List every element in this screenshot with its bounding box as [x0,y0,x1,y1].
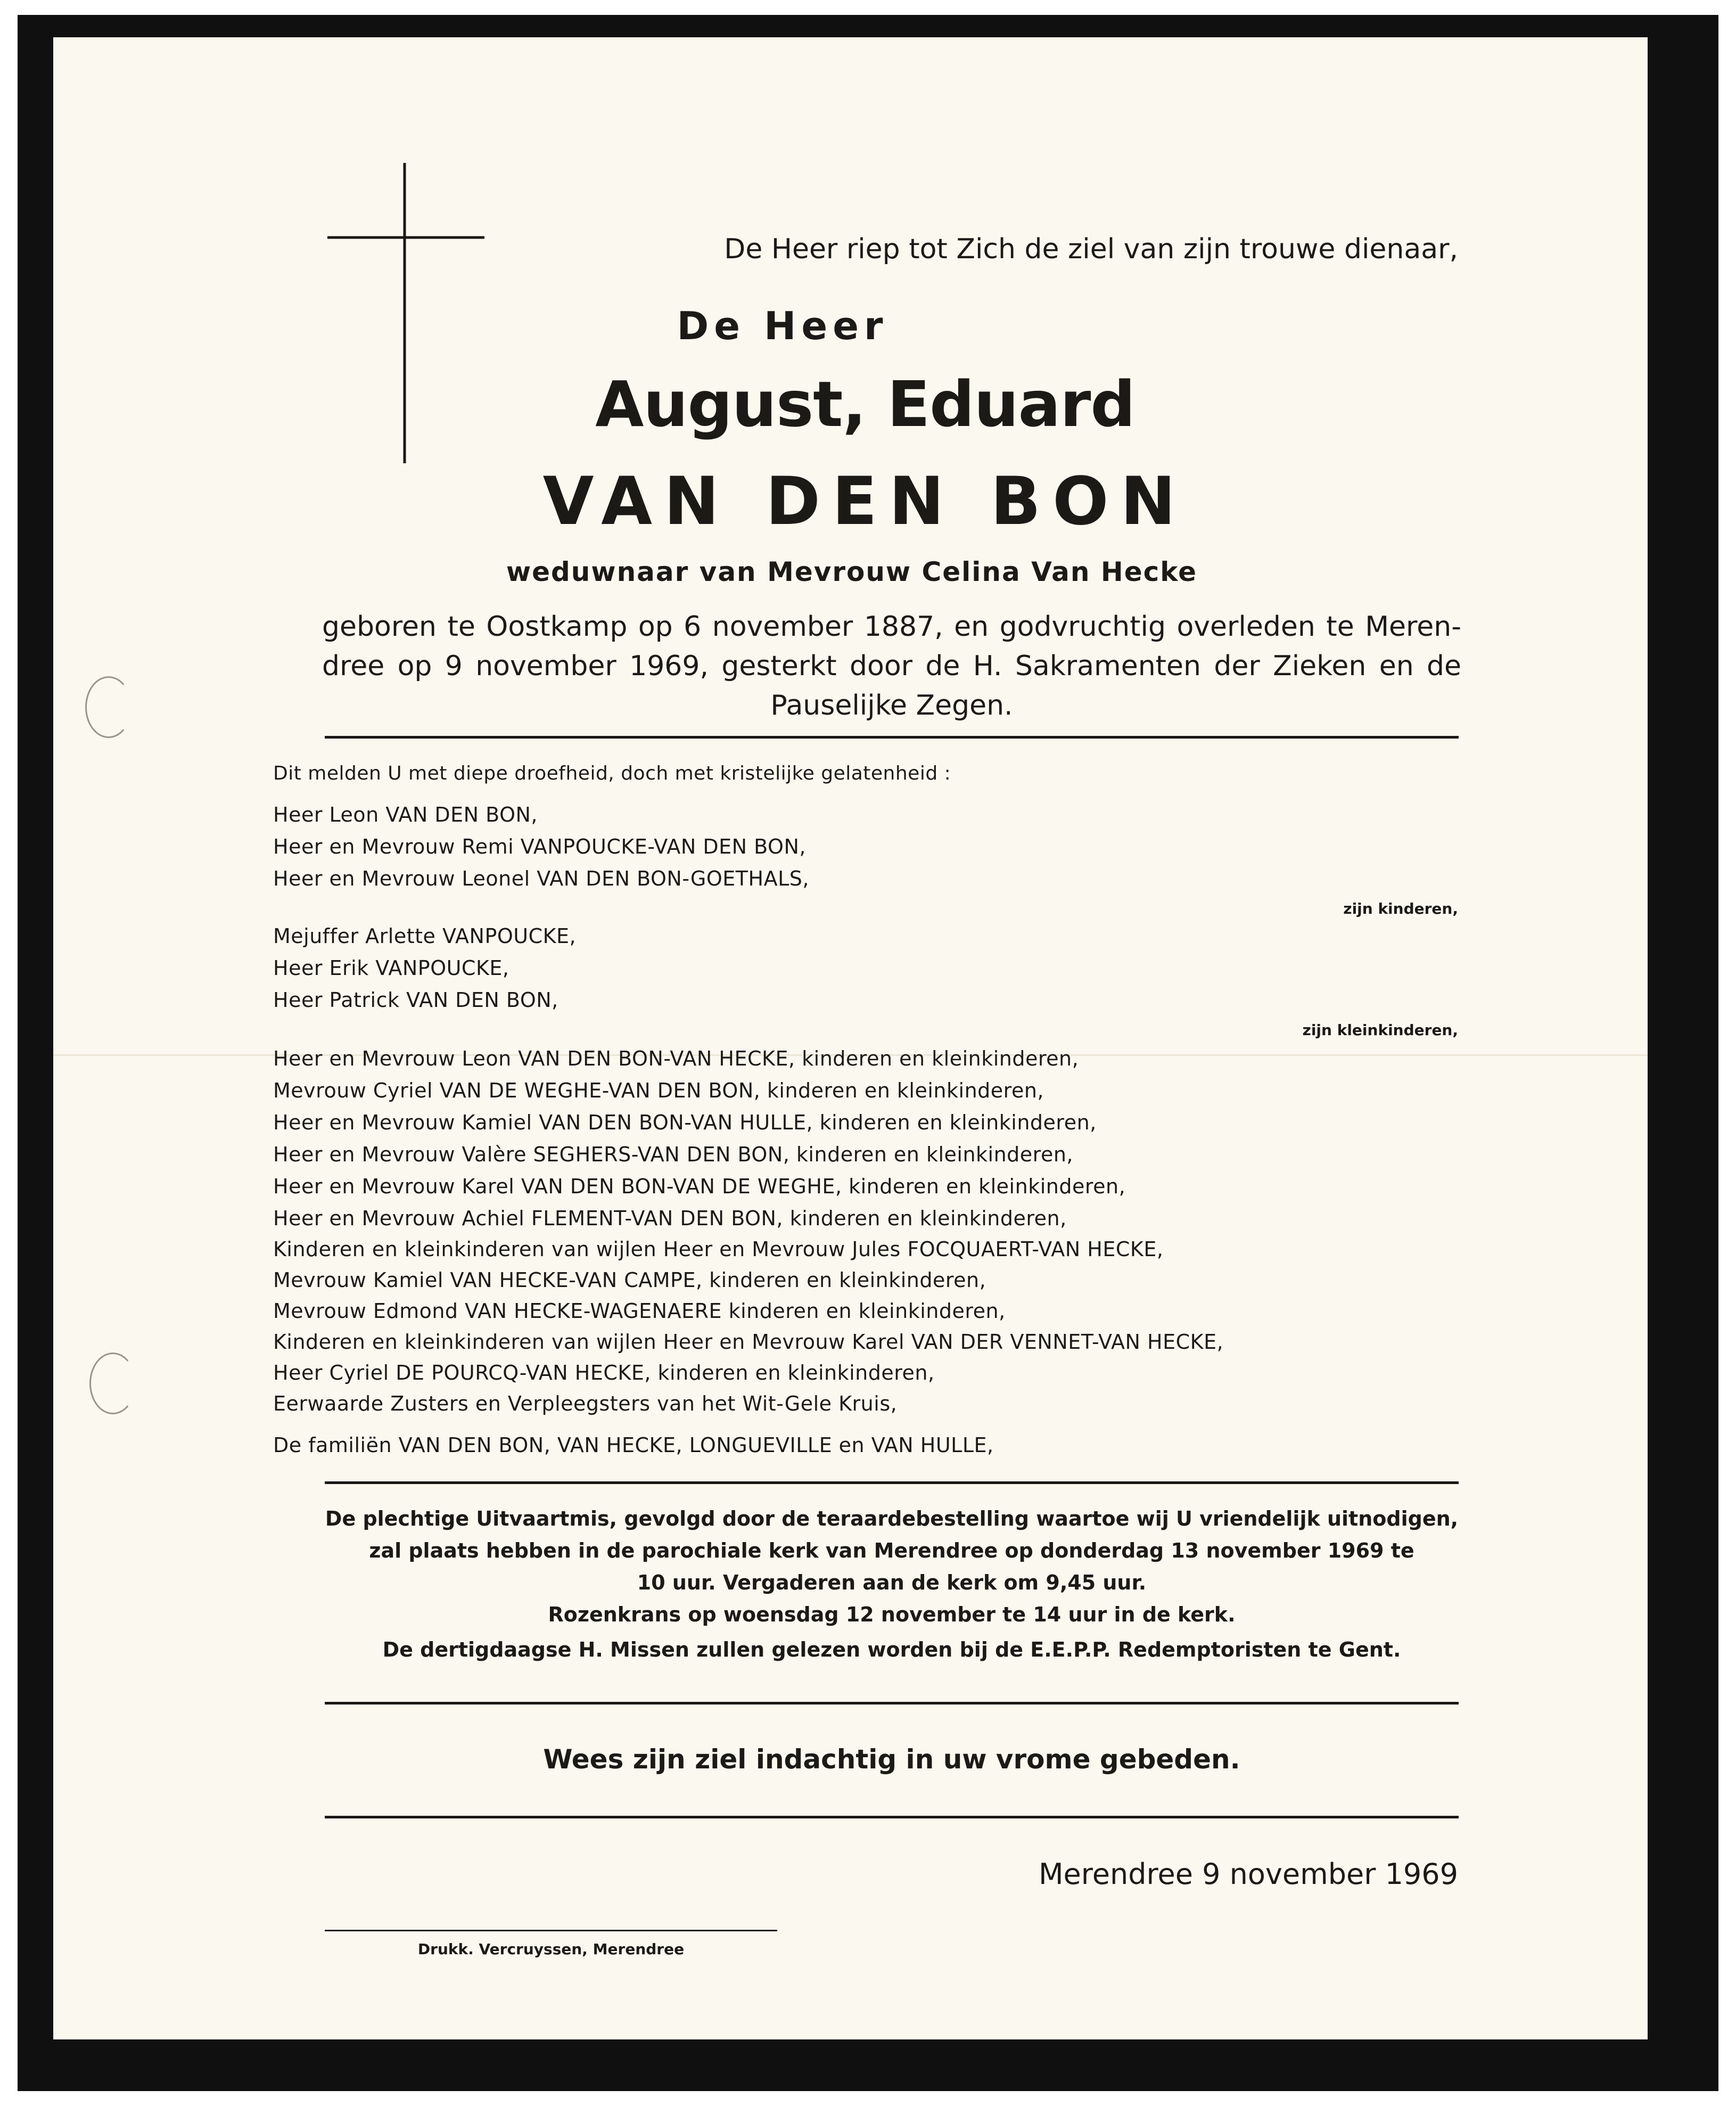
relative-3: Heer en Mevrouw Kamiel VAN DEN BON-VAN HULLE, kinderen en kleinkinderen, [273,1111,1097,1134]
honorific: De Heer [677,304,888,348]
relative-8: Mevrouw Kamiel VAN HECKE-VAN CAMPE, kinderen en kleinkinderen, [273,1268,986,1292]
funeral-line-1: De plechtige Uitvaartmis, gevolgd door de teraardebestelling waartoe wij U vriendelijk uitnodigen, [325,1507,1459,1530]
surname: VAN DEN BON [542,463,1188,540]
born-died-line-1: geboren te Oostkamp op 6 november 1887, en godvruchtig overleden te Meren- [322,611,1461,643]
families-line: De familiën VAN DEN BON, VAN HECKE, LONGUEVILLE en VAN HULLE, [273,1433,994,1457]
divider-2 [325,1481,1459,1484]
intro-line: De Heer riep tot Zich de ziel van zijn trouwe dienaar, [724,233,1458,265]
relative-6: Heer en Mevrouw Achiel FLEMENT-VAN DEN BON, kinderen en kleinkinderen, [273,1207,1067,1230]
relative-2: Mevrouw Cyriel VAN DE WEGHE-VAN DEN BON, kinderen en kleinkinderen, [273,1079,1044,1102]
grandchild-1: Mejuffer Arlette VANPOUCKE, [273,924,577,948]
punch-hole-lower [89,1353,136,1414]
relative-4: Heer en Mevrouw Valère SEGHERS-VAN DEN BON, kinderen en kleinkinderen, [273,1143,1074,1166]
child-1: Heer Leon VAN DEN BON, [273,803,538,826]
grandchildren-label: zijn kleinkinderen, [1302,1021,1458,1039]
prayer-line: Wees zijn ziel indachtig in uw vrome gebeden. [543,1744,1240,1775]
funeral-line-2: zal plaats hebben in de parochiale kerk van Merendree op donderdag 13 november 1969 te [369,1539,1414,1562]
relative-1: Heer en Mevrouw Leon VAN DEN BON-VAN HECKE, kinderen en kleinkinderen, [273,1047,1079,1070]
funeral-line-3: 10 uur. Vergaderen aan de kerk om 9,45 uur. [637,1571,1147,1594]
relative-9: Mevrouw Edmond VAN HECKE-WAGENAERE kinderen en kleinkinderen, [273,1299,1006,1323]
relative-12: Eerwaarde Zusters en Verpleegsters van het Wit-Gele Kruis, [273,1392,898,1415]
relative-7: Kinderen en kleinkinderen van wijlen Heer en Mevrouw Jules FOCQUAERT-VAN HECKE, [273,1238,1164,1261]
cross-icon [319,160,490,469]
date-line: Merendree 9 november 1969 [1038,1857,1458,1891]
child-3: Heer en Mevrouw Leonel VAN DEN BON-GOETHALS, [273,867,809,890]
divider-3 [325,1702,1459,1705]
child-2: Heer en Mevrouw Remi VANPOUCKE-VAN DEN BON, [273,835,806,858]
divider-4 [325,1816,1459,1818]
printer-credit: Drukk. Vercruyssen, Merendree [417,1940,685,1958]
funeral-block [298,1503,1485,1666]
given-names: August, Eduard [595,367,1135,441]
born-died-line-2: dree op 9 november 1969, gesterkt door de H. Sakramenten der Zieken en de [322,650,1461,682]
relative-11: Heer Cyriel DE POURCQ-VAN HECKE, kinderen en kleinkinderen, [273,1361,935,1384]
grandchild-3: Heer Patrick VAN DEN BON, [273,988,558,1012]
born-died-paragraph [322,607,1461,725]
born-died-line-3: Pauselijke Zegen. [770,690,1013,722]
divider-1 [325,736,1459,739]
printer-rule [325,1930,777,1931]
grandchild-2: Heer Erik VANPOUCKE, [273,956,509,980]
announcement-intro: Dit melden U met diepe droefheid, doch met kristelijke gelatenheid : [273,763,951,784]
punch-hole-upper [85,676,132,738]
relative-10: Kinderen en kleinkinderen van wijlen Heer en Mevrouw Karel VAN DER VENNET-VAN HECKE, [273,1330,1224,1354]
widower-line: weduwnaar van Mevrouw Celina Van Hecke [506,556,1198,587]
funeral-line-5: De dertigdaagse H. Missen zullen gelezen worden bij de E.E.P.P. Redemptoristen te Gent. [382,1638,1401,1661]
funeral-line-4: Rozenkrans op woensdag 12 november te 14 uur in de kerk. [548,1603,1236,1626]
relative-5: Heer en Mevrouw Karel VAN DEN BON-VAN DE WEGHE, kinderen en kleinkinderen, [273,1175,1126,1198]
children-label: zijn kinderen, [1343,900,1458,917]
